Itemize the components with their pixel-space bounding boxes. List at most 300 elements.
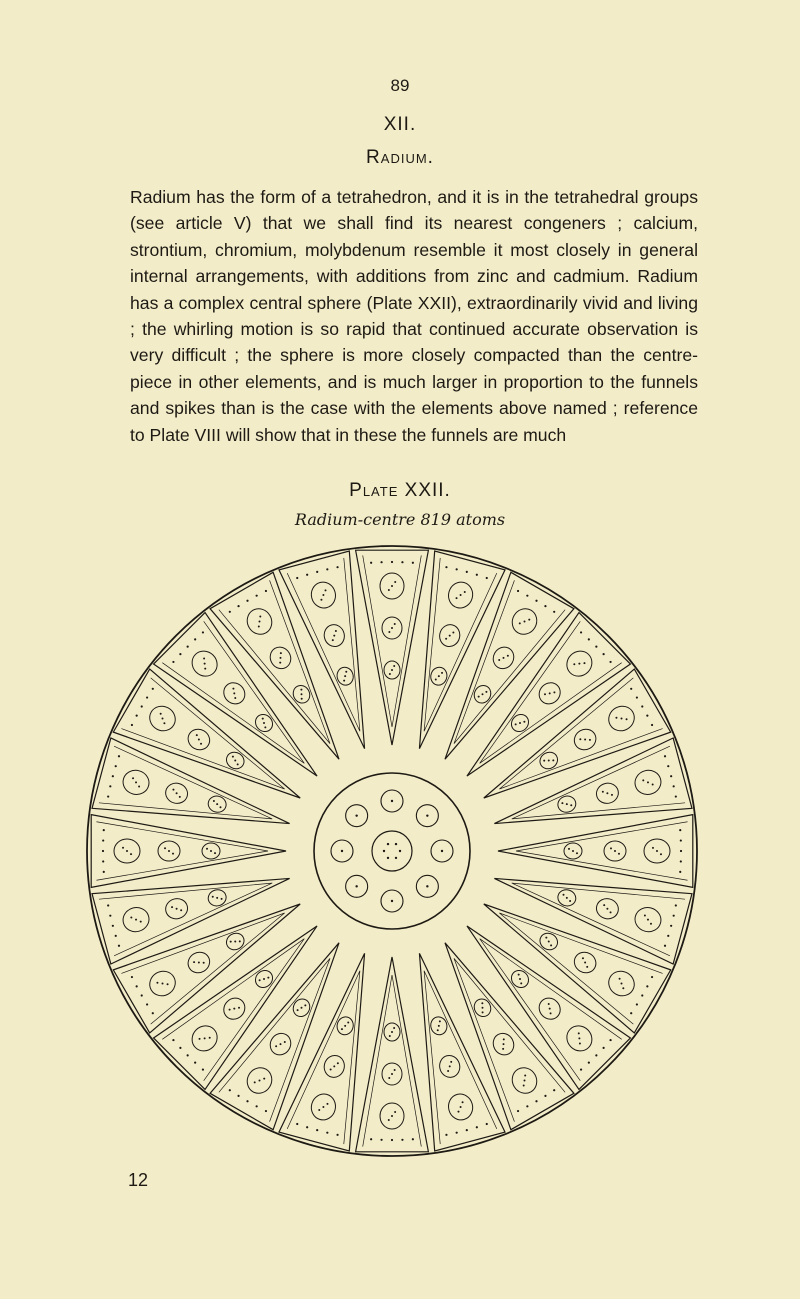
spike-dot [482,693,484,695]
spike-dot [438,1025,440,1027]
rim-dot [102,850,104,852]
rim-dot [553,611,555,613]
rim-dot [675,904,677,906]
spike-dot [548,1003,550,1005]
rim-dot [673,915,675,917]
sphere-atom-dot [426,814,428,816]
rim-dot [664,755,666,757]
spike-dot [460,1106,462,1108]
rim-dot [412,1138,414,1140]
spike-dot [435,678,437,680]
rim-dot [109,785,111,787]
rim-dot [115,765,117,767]
spike-dot [347,1022,349,1024]
rim-dot [679,871,681,873]
page-number: 89 [390,76,410,95]
spike-dot [162,983,164,985]
spike-dot [259,621,261,623]
spike-dot [642,779,644,781]
spike-dot [566,897,568,899]
rim-dot [187,1054,189,1056]
spike-dot [216,803,218,805]
spike-dot [485,691,487,693]
rim-dot [202,631,204,633]
spike-dot [232,756,234,758]
rim-dot [265,1110,267,1112]
spike-dot [543,760,545,762]
spike-dot [437,1029,439,1031]
rim-dot [256,1105,258,1107]
spike-dot [172,853,174,855]
spike-dot [584,962,586,964]
spike-dot [209,1037,211,1039]
spike-inner-line [219,580,330,743]
spike-dot [481,1002,483,1004]
rim-dot [326,568,328,570]
rim-dot [152,1012,154,1014]
spike-dot [578,1037,580,1039]
spike-dot [167,983,169,985]
spike-inner-line [454,958,565,1121]
rim-dot [667,935,669,937]
spike-dot [275,1045,277,1047]
spike [92,878,290,964]
spike-dot [570,804,572,806]
rim-dot [296,1123,298,1125]
spike-dot [569,900,571,902]
rim-dot [466,1129,468,1131]
spike [154,926,317,1089]
spike-dot [563,894,565,896]
rim-dot [580,1068,582,1070]
spike-dot [391,1031,393,1033]
spike-dot [204,663,206,665]
plate-caption: Radium-centre 819 atoms [294,510,506,529]
spike-dot [233,1008,235,1010]
spike-dot [264,726,266,728]
core-dot [383,850,385,852]
sphere-atom-dot [441,850,443,852]
rim-dot [603,653,605,655]
rim-dot [370,1138,372,1140]
spike-dot [566,803,568,805]
spike-dot [126,850,128,852]
spike-dot [393,1027,395,1029]
rim-dot [202,1068,204,1070]
spike-dot [135,919,137,921]
core-dot [387,843,389,845]
spike-dot [611,794,613,796]
rim-dot [641,994,643,996]
spike-dot [447,1070,449,1072]
rim-dot [630,688,632,690]
spike-dot [578,1032,580,1034]
spike-inner-line [219,958,330,1121]
spike-dot [388,631,390,633]
spike-dot [445,638,447,640]
spike-dot [647,919,649,921]
rim-dot [476,1126,478,1128]
rim-dot [316,571,318,573]
spike-dot [614,850,616,852]
rim-dot [152,688,154,690]
spike-dot [524,621,526,623]
spike-dot [606,792,608,794]
rim-dot [680,839,682,841]
rim-dot [664,945,666,947]
rim-dot [675,795,677,797]
spike [154,613,317,776]
spike-dot [620,718,622,720]
spike-dot [388,1119,390,1121]
spike-dot [449,635,451,637]
spike-dot [263,978,265,980]
rim-dot [107,904,109,906]
spike-dot [572,850,574,852]
rim-dot [553,1089,555,1091]
spike-dot [164,847,166,849]
spike-dot [199,1038,201,1040]
spike-dot [213,800,215,802]
sphere-atom-dot [341,850,343,852]
rim-dot [391,561,393,563]
rim-dot [641,705,643,707]
spike-dot [172,789,174,791]
spike-dot [502,1048,504,1050]
sphere-atom-dot [391,900,393,902]
spike [279,953,365,1151]
rim-dot [630,1012,632,1014]
rim-dot [544,1095,546,1097]
rim-dot [146,1003,148,1005]
spike-dot [457,1111,459,1113]
spike-dot [204,668,206,670]
body-paragraph: Radium has the form of a tetrahedron, and it is in the tetrahedral groups (see article V) that we shall find its nearest congeners ; calcium, strontium, chromium, molybdenum resemble it most closely in general internal arrangements, with additions from zinc and cadmium. Radium has a complex central sphere (Plate XXII), extraordinarily vivid and living ; the whirling motion is so rapid that continued accurate observation is very difficult ; the sphere is more closely compacted than the centre-piece in other elements, and is much larger in proportion to the funnels and spikes than is the case with the elements above named ; reference to Plate VIII will show that in these the funnels are much [130,187,698,445]
rim-dot [670,775,672,777]
spike-dot [322,1106,324,1108]
spike-dot [333,635,335,637]
spike-dot [206,848,208,850]
spike-dot [337,1062,339,1064]
spike-dot [391,627,393,629]
spike-inner-line [480,939,622,1081]
spike-dot [456,597,458,599]
spike-dot [325,589,327,591]
spike-dot [301,693,303,695]
spike-dot [232,688,234,690]
spike-dot [203,658,205,660]
spike-dot [578,663,580,665]
spike-dot [219,806,221,808]
radium-diagram-svg [82,538,702,1164]
spike-dot [216,897,218,899]
spike-dot [626,718,628,720]
rim-dot [246,1100,248,1102]
spike-dot [343,680,345,682]
spike-dot [656,850,658,852]
rim-dot [229,611,231,613]
spike-dot [519,978,521,980]
spike-dot [579,738,581,740]
spike-dot [610,911,612,913]
spike [467,926,630,1089]
spike-dot [619,978,621,980]
spike-dot [515,723,517,725]
core-dot [395,857,397,859]
rim-dot [187,646,189,648]
spike-dot [519,722,521,724]
sphere-atom-dot [355,814,357,816]
central-sphere [314,773,470,929]
spike-dot [606,908,608,910]
spike-dot [284,1041,286,1043]
spike-dot [394,1069,396,1071]
rim-dot [172,1039,174,1041]
spike-dot [503,1038,505,1040]
spike-inner-line [162,621,304,763]
rim-dot [336,1134,338,1136]
spike-dot [263,722,265,724]
spike-dot [552,759,554,761]
rim-dot [237,1095,239,1097]
spike-dot [586,966,588,968]
rim-dot [603,1047,605,1049]
rim-dot [517,590,519,592]
spike-inner-line [162,939,304,1081]
rim-dot [131,976,133,978]
spike-dot [234,760,236,762]
rim-dot [115,935,117,937]
spike-dot [389,1035,391,1037]
spike-dot [660,853,662,855]
spike-dot [304,1004,306,1006]
rim-dot [118,945,120,947]
rim-dot [112,775,114,777]
spike-dot [523,721,525,723]
spike-dot [198,962,200,964]
spike-dot [200,743,202,745]
spike-dot [330,1069,332,1071]
spike-dot [450,1061,452,1063]
rim-dot [609,661,611,663]
spike-dot [130,916,132,918]
rim-dot [680,860,682,862]
spike-dot [238,1007,240,1009]
spike-dot [262,718,264,720]
spike-dot [233,692,235,694]
rim-dot [486,1123,488,1125]
spike-dot [652,847,654,849]
section-number: XII. [383,114,417,135]
spike-dot [610,847,612,849]
rim-dot [401,1139,403,1141]
spike-dot [388,589,390,591]
sphere-atom-dot [355,885,357,887]
rim-dot [466,571,468,573]
spike-dot [391,669,393,671]
rim-dot [246,600,248,602]
spike-dot [171,906,173,908]
spike-dot [519,622,521,624]
rim-dot [237,605,239,607]
spike-dot [234,697,236,699]
spike-dot [549,692,551,694]
spike-dot [160,713,162,715]
spike-dot [259,979,261,981]
spike-dot [583,662,585,664]
spike-dot [203,962,205,964]
spike-dot [254,1081,256,1083]
spike-dot [524,1074,526,1076]
spike-dot [460,594,462,596]
spike-dot [622,987,624,989]
rim-dot [670,925,672,927]
spike-dot [603,904,605,906]
plate-title: Plate XXII. [349,480,451,501]
spike-dot [326,1103,328,1105]
spike-dot [332,639,334,641]
rim-dot [265,590,267,592]
rim-dot [131,724,133,726]
rim-dot [412,562,414,564]
spike-dot [138,785,140,787]
rim-dot [667,765,669,767]
spike [467,613,630,776]
sphere-atom-dot [391,800,393,802]
rim-dot [679,829,681,831]
spike-dot [393,665,395,667]
rim-dot [609,1039,611,1041]
rim-dot [580,631,582,633]
spike-dot [462,1101,464,1103]
spike-dot [602,791,604,793]
spike-dot [620,983,622,985]
spike-inner-line [454,580,565,743]
rim-dot [456,568,458,570]
rim-dot [456,1132,458,1134]
spike-dot [193,961,195,963]
rim-dot [595,1054,597,1056]
rim-dot [588,638,590,640]
spike-dot [550,1012,552,1014]
rim-dot [646,715,648,717]
rim-dot [380,561,382,563]
spike-dot [391,1115,393,1117]
spike-dot [438,675,440,677]
spike-dot [388,1077,390,1079]
section-title: Radium. [366,147,434,168]
spike-dot [439,1020,441,1022]
spike-dot [550,944,552,946]
rim-dot [486,577,488,579]
rim-dot [476,574,478,576]
rim-dot [535,600,537,602]
rim-dot [673,785,675,787]
rim-dot [194,638,196,640]
spike-dot [394,581,396,583]
spike-dot [389,673,391,675]
rim-dot [336,566,338,568]
spike-dot [230,941,232,943]
rim-dot [517,1110,519,1112]
spike-dot [503,657,505,659]
spike-dot [576,852,578,854]
spike-dot [344,1025,346,1027]
rim-dot [636,1003,638,1005]
spike-dot [449,1065,451,1067]
rim-dot [107,795,109,797]
spike-dot [549,1008,551,1010]
core-dot [387,857,389,859]
spike-dot [498,659,500,661]
spike-dot [156,982,158,984]
spike-dot [258,626,260,628]
spike-dot [652,784,654,786]
radium-diagram [82,538,702,1164]
rim-dot [102,860,104,862]
rim-dot [146,696,148,698]
spike-dot [561,802,563,804]
spike [419,953,505,1151]
spike-dot [452,631,454,633]
spike-dot [615,717,617,719]
spike-dot [322,594,324,596]
rim-dot [680,850,682,852]
spike-dot [333,1065,335,1067]
spike-dot [214,852,216,854]
rim-dot [646,985,648,987]
spike-dot [545,937,547,939]
spike-dot [280,1043,282,1045]
spike-dot [482,1011,484,1013]
spike [419,551,505,749]
sphere-atom-dot [426,885,428,887]
rim-dot [229,1089,231,1091]
spike-inner-line [499,678,662,789]
spike-dot [528,619,530,621]
spike [279,551,365,749]
spike-dot [482,1007,484,1009]
spike-dot [579,1042,581,1044]
rim-dot [636,696,638,698]
spike-dot [140,921,142,923]
rim-dot [306,574,308,576]
rim-dot [544,605,546,607]
spike-dot [520,982,522,984]
spike-dot [647,781,649,783]
spike-dot [568,848,570,850]
spike-dot [297,1009,299,1011]
spike-dot [180,909,182,911]
spike-dot [204,1037,206,1039]
spike-dot [394,1111,396,1113]
spike-inner-line [363,555,422,727]
spike-dot [122,847,124,849]
spike-inner-line [499,913,662,1024]
spike-dot [573,663,575,665]
spike-dot [503,1043,505,1045]
rim-dot [595,646,597,648]
spike-dot [239,940,241,942]
rim-dot [526,1105,528,1107]
rim-dot [141,705,143,707]
rim-dot [401,561,403,563]
spike-inner-line [96,822,268,881]
spike-dot [650,923,652,925]
spike-dot [441,672,443,674]
spike-dot [345,671,347,673]
spike-dot [135,781,137,783]
